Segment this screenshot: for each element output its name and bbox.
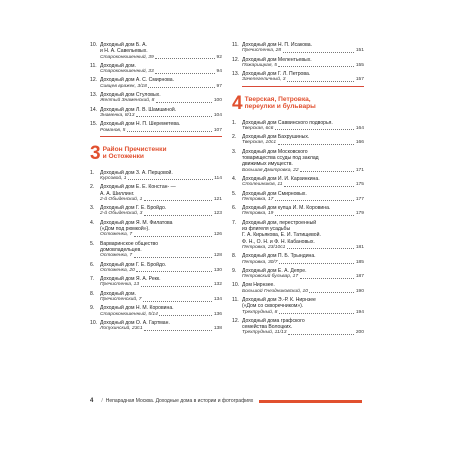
section-divider: [100, 136, 222, 137]
entry-page-number: 164: [355, 125, 364, 131]
entry-address-line: [232, 289, 364, 295]
toc-entry[interactable]: [90, 170, 222, 183]
entry-address-line: [232, 274, 364, 280]
entry-title: [232, 318, 364, 331]
entry-title: [90, 184, 222, 197]
dot-leader: [136, 268, 212, 273]
entry-page-number: 132: [213, 282, 222, 288]
entry-number: 3.: [90, 205, 95, 212]
entry-number: 9.: [232, 267, 237, 274]
entry-page-number: 134: [213, 297, 222, 302]
toc-entry[interactable]: [232, 282, 364, 295]
entry-address: Петровка, 19: [242, 211, 274, 217]
entry-address-line: [232, 197, 364, 203]
entry-number: 10.: [232, 282, 240, 289]
entry-address-line: [90, 268, 222, 274]
entry-page-number: 123: [213, 211, 222, 217]
entry-page-number: 94: [216, 69, 222, 75]
entry-title-line: Доходный дом.: [100, 62, 136, 69]
entry-title-line: Доходный дом Саввинского подворья.: [242, 119, 333, 126]
dot-leader: [275, 126, 354, 131]
dot-leader: [134, 232, 213, 237]
entry-page-number: 181: [355, 244, 364, 250]
entry-page-number: 104: [213, 112, 222, 118]
entry-number: 5.: [232, 190, 237, 197]
entry-address: Пречистенский, 7: [100, 297, 142, 302]
entry-list: [232, 120, 364, 337]
entry-address: Желтый Знаменский, 8: [100, 98, 155, 104]
entry-page-number: 155: [355, 62, 364, 68]
toc-entry[interactable]: [90, 121, 222, 134]
toc-entry[interactable]: [232, 120, 364, 133]
entry-title-line: товарищества ссуды под заклад: [242, 155, 319, 162]
entry-page-number: 151: [355, 48, 364, 54]
dot-leader: [144, 326, 212, 331]
entry-title-line: Доходный дом Г. Е. Бройдо.: [100, 261, 167, 268]
entry-number: 2.: [232, 134, 237, 141]
entry-number: 7.: [232, 219, 237, 226]
entry-title: [232, 297, 364, 310]
entry-address-line: [232, 126, 364, 132]
dot-leader: [159, 312, 212, 317]
toc-entry[interactable]: [232, 149, 364, 174]
entry-list: [232, 42, 364, 84]
entry-title-line: Доходный дом купца И. М. Коровина.: [242, 205, 331, 212]
toc-entry[interactable]: [232, 71, 364, 84]
entry-title-line: Доходный дом Г. Е. Бройдо.: [100, 205, 167, 212]
entry-number: 11.: [232, 297, 239, 303]
entry-number: 1.: [232, 119, 237, 126]
entry-address-line: [232, 330, 364, 336]
entry-title: [90, 42, 222, 55]
entry-number: 4.: [90, 219, 95, 226]
entry-address-line: [90, 232, 222, 238]
entry-title-line: Доходный дом Е. А. Депре.: [242, 267, 307, 274]
entry-title-line: Доходный дом О. А. Гартман.: [100, 319, 170, 326]
entry-address: Петровка, 30/7: [242, 259, 278, 265]
entry-address-line: [232, 260, 364, 266]
entry-address: Староконюшенный, 5/14: [100, 311, 158, 317]
page-footer: [90, 398, 362, 404]
toc-entry[interactable]: [90, 320, 222, 333]
toc-column-left: [90, 42, 222, 334]
entry-page-number: 97: [216, 83, 222, 89]
toc-entry[interactable]: [90, 291, 222, 304]
dot-leader: [144, 197, 213, 202]
entry-number: 4.: [232, 175, 237, 182]
entry-address-line: [232, 168, 364, 174]
entry-list: [90, 170, 222, 333]
entry-address: Большой Гнездниковский, 10: [242, 288, 308, 294]
entry-page-number: 194: [355, 309, 364, 315]
dot-leader: [300, 274, 355, 279]
entry-address-line: [90, 326, 222, 332]
entry-address: Пречистенка, 13: [100, 282, 140, 288]
entry-title-line: Доходный дом Московского: [242, 148, 308, 155]
entry-title-line: Доходный дом П. Б. Трындина.: [242, 253, 316, 260]
entry-address-line: [90, 84, 222, 90]
entry-title-line: Доходный дом Бахрушиных.: [242, 134, 310, 141]
dot-leader: [287, 77, 354, 82]
dot-leader: [141, 282, 213, 287]
entry-address: Тверская, 6с6: [242, 125, 274, 131]
section-number: 4: [232, 92, 243, 114]
toc-entry[interactable]: [90, 305, 222, 318]
dot-leader: [134, 253, 213, 258]
entry-address: Знаменка, 8/13: [100, 112, 135, 118]
entry-title-line: Доходный дом Смирновых.: [242, 190, 307, 197]
entry-address: Столешников, 11: [242, 182, 283, 188]
toc-entry[interactable]: [232, 134, 364, 147]
entry-title-line: семейства Волоцких.: [242, 324, 293, 331]
entry-address: Староконюшенный, 39: [100, 54, 154, 60]
toc-entry[interactable]: [90, 107, 222, 120]
entry-page-number: 130: [213, 267, 222, 273]
entry-number: 11.: [232, 42, 239, 48]
dot-leader: [288, 330, 354, 335]
section-title: Тверская, Петровка, переулки и бульвары: [244, 95, 316, 111]
toc-entry[interactable]: [232, 318, 364, 337]
entry-list: [90, 42, 222, 134]
entry-address-line: [90, 253, 222, 259]
dot-leader: [128, 176, 213, 181]
entry-address: Петровский бульвар, 17: [242, 274, 299, 280]
entry-address: Петровка, 23/10с1: [242, 244, 286, 250]
entry-title-line: Доходный дом Е. Е. Констан- —: [100, 184, 176, 191]
toc-entry[interactable]: [90, 220, 222, 239]
entry-title-line: Варваринское общество: [100, 240, 159, 247]
dot-leader: [279, 260, 354, 265]
entry-title-line: Ф. Н., О. Н. и Ф. Н. Кабановых.: [242, 238, 315, 245]
entry-title-line: Доходный дом Я. А. Рекк.: [100, 276, 161, 283]
toc-entry[interactable]: [90, 42, 222, 61]
entry-title-line: Доходный дом, перестроенный: [242, 219, 317, 226]
toc-entry[interactable]: [232, 297, 364, 316]
toc-entry[interactable]: [232, 176, 364, 189]
entry-title-line: Доходный дом Мелентьевых.: [242, 56, 312, 63]
entry-title-line: Доходный дом И. И. Карзинкина.: [242, 175, 320, 182]
entry-page-number: 136: [213, 311, 222, 317]
entry-address: Сивцев вражек, 3/18: [100, 83, 147, 89]
entry-title-line: Доходный дом.: [100, 290, 136, 297]
entry-title-line: Дом Нирнзее.: [242, 282, 275, 289]
entry-address-line: [90, 176, 222, 182]
entry-address: Остоженка, 7: [100, 253, 133, 259]
entry-address-line: [232, 310, 364, 316]
entry-address-line: [232, 245, 364, 251]
entry-page-number: 177: [355, 196, 364, 202]
entry-page-number: 138: [213, 326, 222, 332]
entry-number: 2.: [90, 184, 95, 191]
dot-leader: [127, 128, 212, 133]
entry-title-line: Г. А. Кирьякова, Е. И. Татищевой.: [242, 232, 321, 239]
entry-title-line: Доходный дом Я. М. Филатова: [100, 219, 173, 226]
entry-address: Староконюшенный, 33: [100, 69, 154, 75]
entry-number: 8.: [90, 290, 95, 297]
entry-address-line: [232, 63, 364, 69]
entry-title-line: («Дом под рюмкой»).: [100, 226, 150, 233]
entry-number: 9.: [90, 305, 95, 312]
entry-page-number: 166: [355, 140, 364, 146]
entry-address-line: [90, 297, 222, 303]
book-title: Непарадная Москва. Доходные дома в истории и фотографиях: [105, 398, 254, 404]
entry-title-line: Доходный дом Н. М. Коровина.: [100, 305, 174, 312]
entry-address-line: [90, 113, 222, 119]
entry-number: 3.: [232, 148, 237, 155]
entry-page-number: 114: [214, 175, 222, 181]
entry-address-line: [232, 182, 364, 188]
dot-leader: [287, 245, 354, 250]
entry-number: 13.: [90, 92, 98, 99]
entry-page-number: 121: [213, 196, 222, 202]
entry-address-line: [90, 211, 222, 217]
entry-title-line: Доходный дом З. А. Перцовой.: [100, 169, 173, 176]
entry-address-line: [90, 197, 222, 203]
entry-title-line: А. А. Шиллинг.: [100, 190, 135, 197]
entry-address: 2-й Обыденский, 1: [100, 196, 143, 202]
entry-page-number: 107: [213, 127, 222, 133]
entry-title-line: («Дом со скворечником»).: [242, 303, 304, 310]
toc-entry[interactable]: [232, 191, 364, 204]
dot-leader: [275, 197, 354, 202]
entry-title-line: Доходный дома графского: [242, 317, 305, 324]
accent-bar: [259, 400, 362, 403]
entry-title-line: Доходный дом Л. В. Шамшиной.: [100, 106, 177, 113]
dot-leader: [144, 211, 213, 216]
entry-title: [90, 241, 222, 254]
toc-column-right: [232, 42, 364, 339]
entry-title-line: Доходный дом Г. Л. Петрова.: [242, 71, 311, 78]
entry-address: Пречистенка, 28: [242, 48, 282, 54]
entry-address: Романов, 5: [100, 127, 126, 133]
page-number: 4: [90, 398, 94, 404]
dot-leader: [155, 55, 215, 60]
toc-entry[interactable]: [90, 241, 222, 260]
dot-leader: [284, 182, 354, 187]
entry-address: Большая Дмитровка, 22: [242, 167, 299, 173]
entry-title-line: домовладельцев.: [100, 246, 142, 253]
entry-address: Петровка, 17: [242, 196, 274, 202]
entry-address-line: [90, 69, 222, 75]
entry-number: 5.: [90, 240, 95, 247]
entry-address-line: [90, 128, 222, 134]
dot-leader: [300, 168, 354, 173]
entry-number: 13.: [232, 71, 240, 78]
dot-leader: [279, 310, 354, 315]
dot-leader: [278, 140, 355, 145]
entry-address-line: [232, 211, 364, 217]
entry-number: 10.: [90, 319, 98, 326]
entry-title-line: Доходный дом Э.-Р. К. Нирнзее: [242, 297, 316, 303]
section-title: Район Пречистенки и Остоженки: [102, 145, 167, 161]
toc-entry[interactable]: [90, 92, 222, 105]
entry-address: Трехпрудный, 8: [242, 309, 278, 315]
toc-entry[interactable]: [90, 205, 222, 218]
dot-leader: [148, 84, 215, 89]
entry-address: Зачепегеличный, 3: [242, 77, 286, 83]
dot-leader: [278, 63, 354, 68]
dot-leader: [156, 98, 212, 103]
entry-address: Пожарищкая, 5: [242, 62, 277, 68]
toc-entry[interactable]: [90, 63, 222, 76]
entry-title: [232, 149, 364, 168]
dot-leader: [143, 297, 212, 302]
entry-page-number: 179: [355, 211, 364, 217]
entry-number: 10.: [90, 42, 98, 48]
entry-number: 12.: [232, 56, 240, 63]
toc-entry[interactable]: [232, 220, 364, 251]
entry-page-number: 190: [355, 288, 364, 294]
entry-address: Лопухинский, 23с1: [100, 326, 143, 332]
entry-number: 6.: [232, 205, 237, 212]
entry-number: 15.: [90, 121, 98, 128]
entry-address: Тверская, 10с1: [242, 140, 277, 146]
entry-number: 8.: [232, 253, 237, 260]
entry-number: 6.: [90, 261, 95, 268]
entry-number: 12.: [232, 317, 240, 324]
entry-page-number: 128: [213, 253, 222, 259]
entry-title-line: Доходный дом Б. А.: [100, 42, 147, 48]
entry-page-number: 187: [355, 274, 364, 280]
entry-title-line: и Н. А. Савельевых.: [100, 48, 148, 55]
section-heading: [232, 92, 364, 114]
entry-page-number: 92: [216, 54, 222, 60]
entry-page-number: 126: [213, 232, 222, 238]
section-heading: [90, 142, 222, 164]
entry-page-number: 100: [213, 98, 222, 104]
entry-address: Курсовой, 1: [100, 175, 127, 181]
entry-number: 11.: [90, 62, 97, 69]
entry-number: 12.: [90, 77, 98, 84]
section-divider: [242, 86, 364, 87]
entry-address: Трехпрудный, 11/13: [242, 330, 287, 336]
entry-page-number: 171: [355, 167, 364, 173]
entry-title: [232, 220, 364, 245]
dot-leader: [309, 289, 354, 294]
dot-leader: [136, 113, 212, 118]
entry-page-number: 200: [355, 330, 364, 336]
entry-address: 2-й Обыденский, 3: [100, 211, 143, 217]
entry-address-line: [232, 77, 364, 83]
entry-address: Остоженка, 7: [100, 232, 133, 238]
entry-number: 14.: [90, 106, 98, 113]
footer-separator: /: [101, 398, 103, 404]
entry-title-line: Доходный дом Н. П. Шереметева.: [100, 121, 181, 128]
toc-entry[interactable]: [232, 205, 364, 218]
entry-page-number: 157: [355, 77, 364, 83]
entry-title-line: Доходный дом Н. П. Исакова.: [242, 42, 312, 48]
toc-entry[interactable]: [232, 268, 364, 281]
entry-page-number: 185: [355, 259, 364, 265]
toc-entry[interactable]: [232, 57, 364, 70]
section-number: 3: [90, 142, 101, 164]
entry-address-line: [90, 282, 222, 288]
toc-entry[interactable]: [232, 253, 364, 266]
entry-title-line: Доходный дом А. С. Смирнова.: [100, 77, 175, 84]
entry-page-number: 175: [355, 182, 364, 188]
entry-title-line: Доходный дом Стуловых.: [100, 92, 161, 99]
dot-leader: [283, 48, 355, 53]
toc-entry[interactable]: [90, 184, 222, 203]
entry-address-line: [90, 55, 222, 61]
entry-number: 1.: [90, 169, 95, 176]
dot-leader: [275, 211, 354, 216]
entry-number: 7.: [90, 276, 95, 283]
toc-entry[interactable]: [90, 276, 222, 289]
entry-title-line: из флигеля усадьбы: [242, 226, 291, 233]
entry-address-line: [90, 98, 222, 104]
entry-address-line: [232, 48, 364, 54]
toc-entry[interactable]: [232, 42, 364, 55]
entry-title-line: движимых имуществ.: [242, 161, 293, 168]
entry-address: Остоженка, 20: [100, 267, 135, 273]
entry-address-line: [232, 140, 364, 146]
toc-entry[interactable]: [90, 262, 222, 275]
entry-address-line: [90, 312, 222, 318]
toc-entry[interactable]: [90, 77, 222, 90]
entry-title: [90, 220, 222, 233]
dot-leader: [155, 69, 215, 74]
